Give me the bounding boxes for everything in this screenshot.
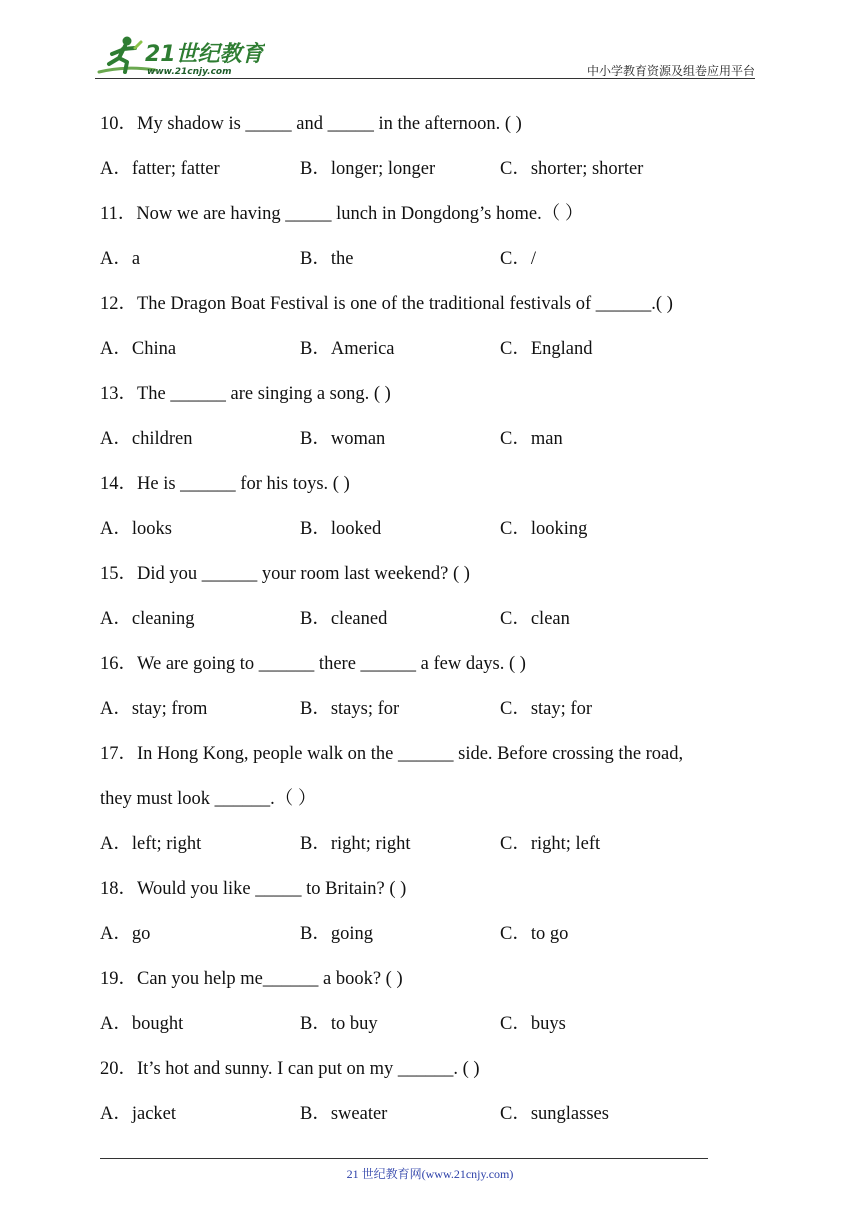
logo-url-text: www.21cnjy.com [147,67,232,77]
answer-option: A．go [100,924,151,944]
question-stem: 11．Now we are having _____ lunch in Dongdong’s home.（ ） [100,204,584,224]
answer-option: B．stays; for [300,699,400,719]
answer-option: B．looked [300,519,382,539]
answer-option: B．woman [300,429,386,449]
answer-option: C．clean [500,609,570,629]
answer-option: A．a [100,249,141,269]
question-stem: they must look ______.（ ） [100,789,317,809]
answer-options [100,597,780,642]
question-item [100,957,780,1047]
answer-option: C．buys [500,1014,566,1034]
question-item [100,372,780,462]
question-item [100,552,780,642]
answer-option: A．bought [100,1014,184,1034]
question-stem: 18．Would you like _____ to Britain? ( ) [100,879,407,899]
answer-options [100,147,780,192]
answer-options [100,237,780,282]
answer-options [100,822,780,867]
question-item [100,282,780,372]
answer-option: C．right; left [500,834,601,854]
footer-source: 21 世纪教育网(www.21cnjy.com) [346,1167,514,1181]
answer-option: C．sunglasses [500,1104,609,1124]
question-item [100,732,780,867]
answer-option: A．fatter; fatter [100,159,220,179]
answer-options [100,912,780,957]
answer-option: C．/ [500,249,536,269]
answer-options [100,417,780,462]
question-stem: 19．Can you help me______ a book? ( ) [100,969,403,989]
question-stem: 14．He is ______ for his toys. ( ) [100,474,350,494]
answer-options [100,1002,780,1047]
answer-option: B．going [300,924,373,944]
site-tagline: 中小学教育资源及组卷应用平台 [586,64,755,78]
question-stem: 12．The Dragon Boat Festival is one of the traditional festivals of ______.( ) [100,294,673,314]
answer-options [100,507,780,552]
question-stem: 15．Did you ______ your room last weekend? ( ) [100,564,470,584]
answer-option: C．man [500,429,563,449]
footer-divider [100,1158,708,1159]
answer-options [100,327,780,372]
answer-option: B．to buy [300,1014,378,1034]
answer-option: B．the [300,249,354,269]
answer-options [100,1092,780,1137]
answer-option: A．jacket [100,1104,177,1124]
question-item [100,462,780,552]
question-item [100,867,780,957]
answer-option: C．shorter; shorter [500,159,644,179]
answer-option: A．cleaning [100,609,195,629]
answer-option: A．children [100,429,193,449]
question-stem: 20．It’s hot and sunny. I can put on my ______. ( ) [100,1059,480,1079]
answer-option: C．looking [500,519,588,539]
answer-option: A．looks [100,519,172,539]
answer-option: A．left; right [100,834,202,854]
answer-option: B．sweater [300,1104,388,1124]
question-item [100,192,780,282]
question-stem: 16．We are going to ______ there ______ a few days. ( ) [100,654,526,674]
answer-options [100,687,780,732]
question-stem: 10．My shadow is _____ and _____ in the afternoon. ( ) [100,114,522,134]
answer-option: C．to go [500,924,569,944]
site-logo [95,34,265,78]
answer-option: B．cleaned [300,609,388,629]
question-item [100,1047,780,1137]
question-stem: 13．The ______ are singing a song. ( ) [100,384,391,404]
answer-option: A．China [100,339,177,359]
answer-option: A．stay; from [100,699,208,719]
answer-option: B．right; right [300,834,411,854]
question-item [100,102,780,192]
answer-option: B．longer; longer [300,159,436,179]
logo-text: 21世纪教育 [145,42,264,67]
answer-option: C．England [500,339,593,359]
answer-option: B．America [300,339,395,359]
question-stem: 17．In Hong Kong, people walk on the ______ side. Before crossing the road, [100,744,684,764]
question-list [100,102,780,1137]
answer-option: C．stay; for [500,699,592,719]
page-header [95,34,755,80]
header-divider [95,78,755,79]
question-item [100,642,780,732]
